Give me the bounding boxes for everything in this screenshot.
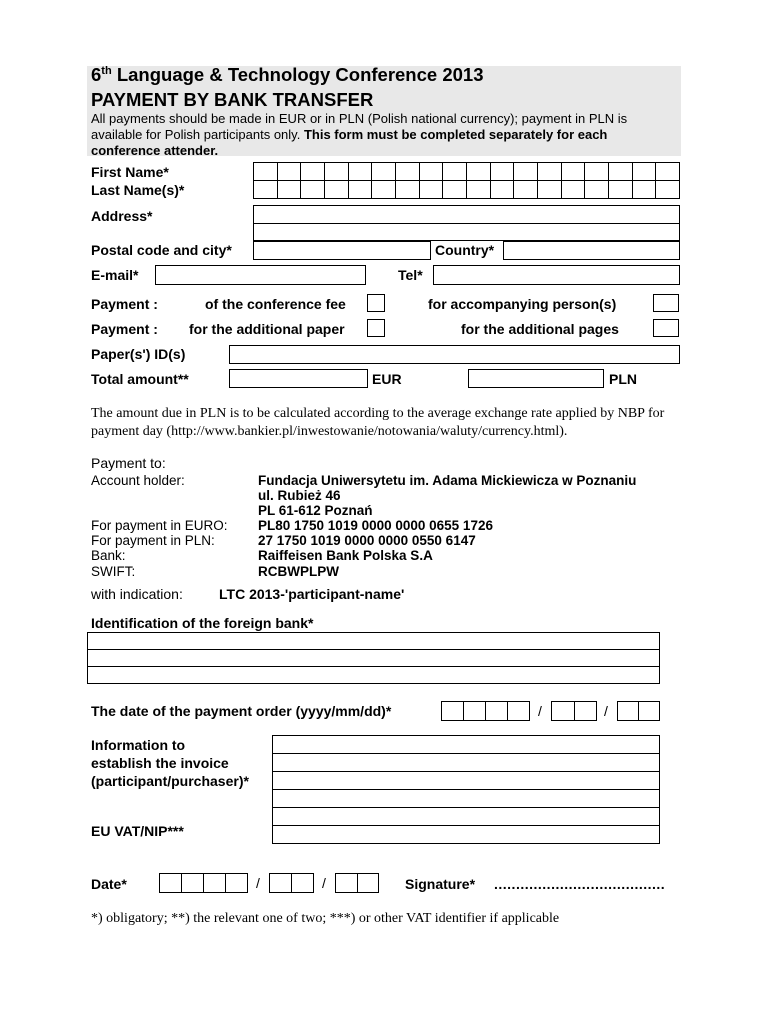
payment-to-heading: Payment to: — [91, 455, 166, 471]
name-letter-grid[interactable] — [253, 162, 680, 199]
accompanying-checkbox[interactable] — [653, 294, 679, 312]
eur-label: EUR — [372, 371, 402, 387]
date-slash-2: / — [322, 875, 326, 891]
signature-label: Signature* — [405, 876, 476, 892]
indication-label: with indication: — [91, 586, 183, 602]
euro-account-label: For payment in EURO: — [91, 518, 228, 533]
additional-paper-label: for the additional paper — [189, 321, 345, 337]
payment-date-slash-1: / — [538, 703, 542, 719]
accompanying-label: for accompanying person(s) — [428, 296, 617, 312]
payment-date-slash-2: / — [604, 703, 608, 719]
footnote: *) obligatory; **) the relevant one of two; ***) or other VAT identifier if applicable — [91, 911, 560, 926]
signature-line[interactable]: ....................................... — [494, 876, 666, 892]
paper-ids-field[interactable] — [229, 345, 680, 364]
postal-field[interactable] — [253, 241, 431, 260]
conference-fee-checkbox[interactable] — [367, 294, 385, 312]
postal-label: Postal code and city* — [91, 242, 232, 258]
tel-label: Tel* — [398, 267, 423, 283]
indication-value: LTC 2013-'participant-name' — [219, 586, 405, 602]
country-field[interactable] — [503, 241, 680, 260]
page-subtitle: PAYMENT BY BANK TRANSFER — [91, 89, 374, 110]
email-field[interactable] — [155, 265, 366, 285]
payment-date-month[interactable] — [551, 701, 597, 721]
date-label: Date* — [91, 876, 127, 892]
invoice-label-1: Information to — [91, 737, 186, 753]
first-name-label: First Name* — [91, 164, 169, 180]
payment-label-1: Payment : — [91, 296, 158, 312]
account-holder-label: Account holder: — [91, 473, 185, 488]
pln-account-label: For payment in PLN: — [91, 533, 215, 548]
date-day[interactable] — [335, 873, 379, 893]
pln-account-value: 27 1750 1019 0000 0000 0550 6147 — [258, 533, 476, 548]
additional-paper-checkbox[interactable] — [367, 319, 385, 337]
account-holder-line-1: Fundacja Uniwersytetu im. Adama Mickiewicza w Poznaniu — [258, 473, 637, 488]
address-field[interactable] — [253, 205, 680, 241]
payment-date-year[interactable] — [441, 701, 530, 721]
date-month[interactable] — [269, 873, 314, 893]
additional-pages-checkbox[interactable] — [653, 319, 679, 337]
invoice-label-3: (participant/purchaser)* — [91, 773, 249, 789]
page-title: 6th Language & Technology Conference 2013 — [91, 64, 484, 85]
account-holder-line-2: ul. Rubież 46 — [258, 488, 341, 503]
tel-field[interactable] — [433, 265, 680, 285]
vat-label: EU VAT/NIP*** — [91, 823, 184, 839]
payment-date-day[interactable] — [617, 701, 660, 721]
last-name-label: Last Name(s)* — [91, 182, 185, 198]
payment-date-label: The date of the payment order (yyyy/mm/dd)* — [91, 703, 392, 719]
total-pln-field[interactable] — [468, 369, 604, 388]
conference-fee-label: of the conference fee — [205, 296, 346, 312]
bank-label: Bank: — [91, 548, 126, 563]
invoice-label-2: establish the invoice — [91, 755, 229, 771]
foreign-bank-field[interactable] — [87, 632, 660, 684]
intro-text: All payments should be made in EUR or in PLN (Polish national currency); payment in PLN is available for Polish participants only. This form must be completed separately for each conference attender. — [91, 111, 628, 158]
swift-value: RCBWPLPW — [258, 564, 339, 579]
paper-ids-label: Paper(s') ID(s) — [91, 346, 186, 362]
pln-label: PLN — [609, 371, 637, 387]
total-eur-field[interactable] — [229, 369, 368, 388]
payment-label-2: Payment : — [91, 321, 158, 337]
email-label: E-mail* — [91, 267, 139, 283]
total-amount-label: Total amount** — [91, 371, 189, 387]
date-slash-1: / — [256, 875, 260, 891]
date-year[interactable] — [159, 873, 248, 893]
account-holder-line-3: PL 61-612 Poznań — [258, 503, 373, 518]
euro-account-value: PL80 1750 1019 0000 0000 0655 1726 — [258, 518, 493, 533]
bank-value: Raiffeisen Bank Polska S.A — [258, 548, 433, 563]
foreign-bank-label: Identification of the foreign bank* — [91, 615, 314, 631]
country-label: Country* — [435, 242, 495, 258]
swift-label: SWIFT: — [91, 564, 136, 579]
pln-note: The amount due in PLN is to be calculated according to the average exchange rate applied by NBP for payment day (http://www.bankier.pl/inwestowanie/notowania/waluty/currency.html). — [91, 406, 665, 439]
address-label: Address* — [91, 208, 153, 224]
invoice-field[interactable] — [272, 735, 660, 844]
additional-pages-label: for the additional pages — [461, 321, 619, 337]
